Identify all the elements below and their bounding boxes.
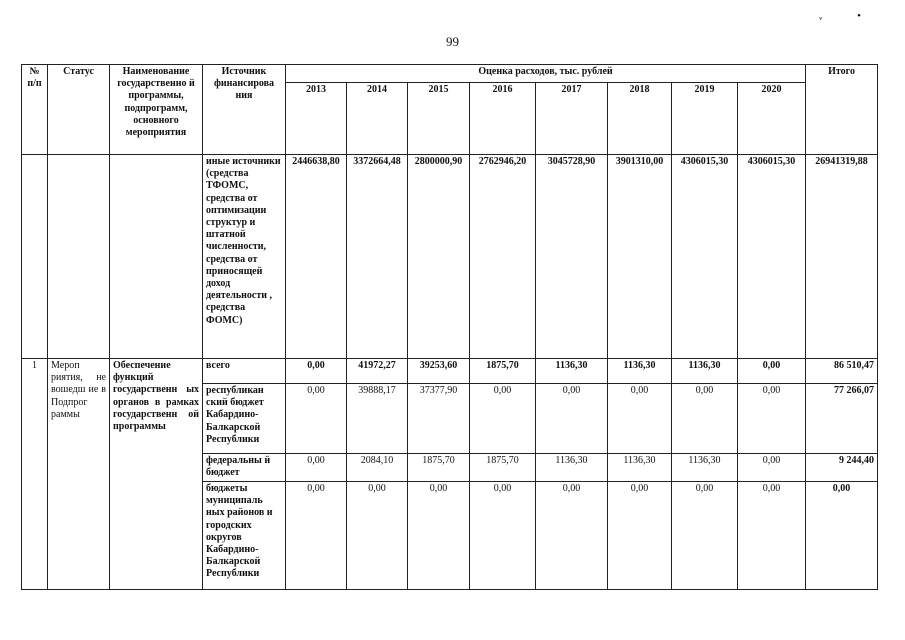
header-year: 2015 xyxy=(408,83,470,155)
total-cell: 9 244,40 xyxy=(806,454,878,482)
value-cell: 3901310,00 xyxy=(608,155,672,359)
value-cell: 0,00 xyxy=(672,482,738,590)
table-row xyxy=(22,155,878,359)
header-name: Наименование государственно й программы, подпрограмм, основного мероприятия xyxy=(110,65,203,155)
source-cell: республикан ский бюджет Кабардино-Балкарской Республики xyxy=(203,384,286,454)
header-num: № п/п xyxy=(22,65,48,155)
value-cell: 1136,30 xyxy=(608,454,672,482)
value-cell: 4306015,30 xyxy=(672,155,738,359)
value-cell: 4306015,30 xyxy=(738,155,806,359)
value-cell: 0,00 xyxy=(536,482,608,590)
value-cell: 0,00 xyxy=(286,482,347,590)
value-cell: 0,00 xyxy=(738,359,806,384)
header-year: 2013 xyxy=(286,83,347,155)
value-cell: 2762946,20 xyxy=(470,155,536,359)
header-source: Источник финансирова ния xyxy=(203,65,286,155)
value-cell: 0,00 xyxy=(470,384,536,454)
header-year: 2016 xyxy=(470,83,536,155)
value-cell: 0,00 xyxy=(738,384,806,454)
value-cell: 2800000,90 xyxy=(408,155,470,359)
status-cell: Мероп риятия, не вошедш ие в Подпрог раммы xyxy=(48,359,110,590)
value-cell: 0,00 xyxy=(738,454,806,482)
table-row xyxy=(22,359,878,384)
empty-cell xyxy=(48,155,110,359)
value-cell: 0,00 xyxy=(608,384,672,454)
total-cell: 26941319,88 xyxy=(806,155,878,359)
header-total: Итого xyxy=(806,65,878,155)
header-estimate: Оценка расходов, тыс. рублей xyxy=(286,65,806,83)
value-cell: 1875,70 xyxy=(470,359,536,384)
header-year: 2018 xyxy=(608,83,672,155)
value-cell: 0,00 xyxy=(738,482,806,590)
value-cell: 0,00 xyxy=(408,482,470,590)
source-cell: бюджеты муниципаль ных районов и городских округов Кабардино-Балкарской Республики xyxy=(203,482,286,590)
value-cell: 1136,30 xyxy=(608,359,672,384)
header-year: 2017 xyxy=(536,83,608,155)
value-cell: 1136,30 xyxy=(672,454,738,482)
value-cell: 0,00 xyxy=(286,454,347,482)
value-cell: 39253,60 xyxy=(408,359,470,384)
total-cell: 77 266,07 xyxy=(806,384,878,454)
value-cell: 0,00 xyxy=(286,359,347,384)
total-cell: 86 510,47 xyxy=(806,359,878,384)
value-cell: 2446638,80 xyxy=(286,155,347,359)
value-cell: 41972,27 xyxy=(347,359,408,384)
value-cell: 0,00 xyxy=(286,384,347,454)
value-cell: 1136,30 xyxy=(536,359,608,384)
source-cell: иные источники (средства ТФОМС, средства от оптимизации структур и штатной численности, средства от приносящей доход деятельности , средства ФОМС) xyxy=(203,155,286,359)
value-cell: 1136,30 xyxy=(672,359,738,384)
header-year: 2020 xyxy=(738,83,806,155)
value-cell: 2084,10 xyxy=(347,454,408,482)
header-status: Статус xyxy=(48,65,110,155)
value-cell: 39888,17 xyxy=(347,384,408,454)
value-cell: 0,00 xyxy=(470,482,536,590)
value-cell: 0,00 xyxy=(608,482,672,590)
value-cell: 3372664,48 xyxy=(347,155,408,359)
value-cell: 0,00 xyxy=(347,482,408,590)
value-cell: 3045728,90 xyxy=(536,155,608,359)
value-cell: 1136,30 xyxy=(536,454,608,482)
value-cell: 0,00 xyxy=(672,384,738,454)
value-cell: 0,00 xyxy=(536,384,608,454)
source-cell: всего xyxy=(203,359,286,384)
value-cell: 1875,70 xyxy=(470,454,536,482)
value-cell: 37377,90 xyxy=(408,384,470,454)
page-number: 99 xyxy=(446,34,459,49)
row-num: 1 xyxy=(22,359,48,590)
header-year: 2014 xyxy=(347,83,408,155)
header-year: 2019 xyxy=(672,83,738,155)
value-cell: 1875,70 xyxy=(408,454,470,482)
name-cell: Обеспечение функций государственн ых органов в рамках государственн ой программы xyxy=(110,359,203,590)
total-cell: 0,00 xyxy=(806,482,878,590)
empty-cell xyxy=(110,155,203,359)
corner-mark: ᵥ • xyxy=(819,10,877,22)
budget-table xyxy=(21,64,878,590)
source-cell: федеральны й бюджет xyxy=(203,454,286,482)
empty-cell xyxy=(22,155,48,359)
